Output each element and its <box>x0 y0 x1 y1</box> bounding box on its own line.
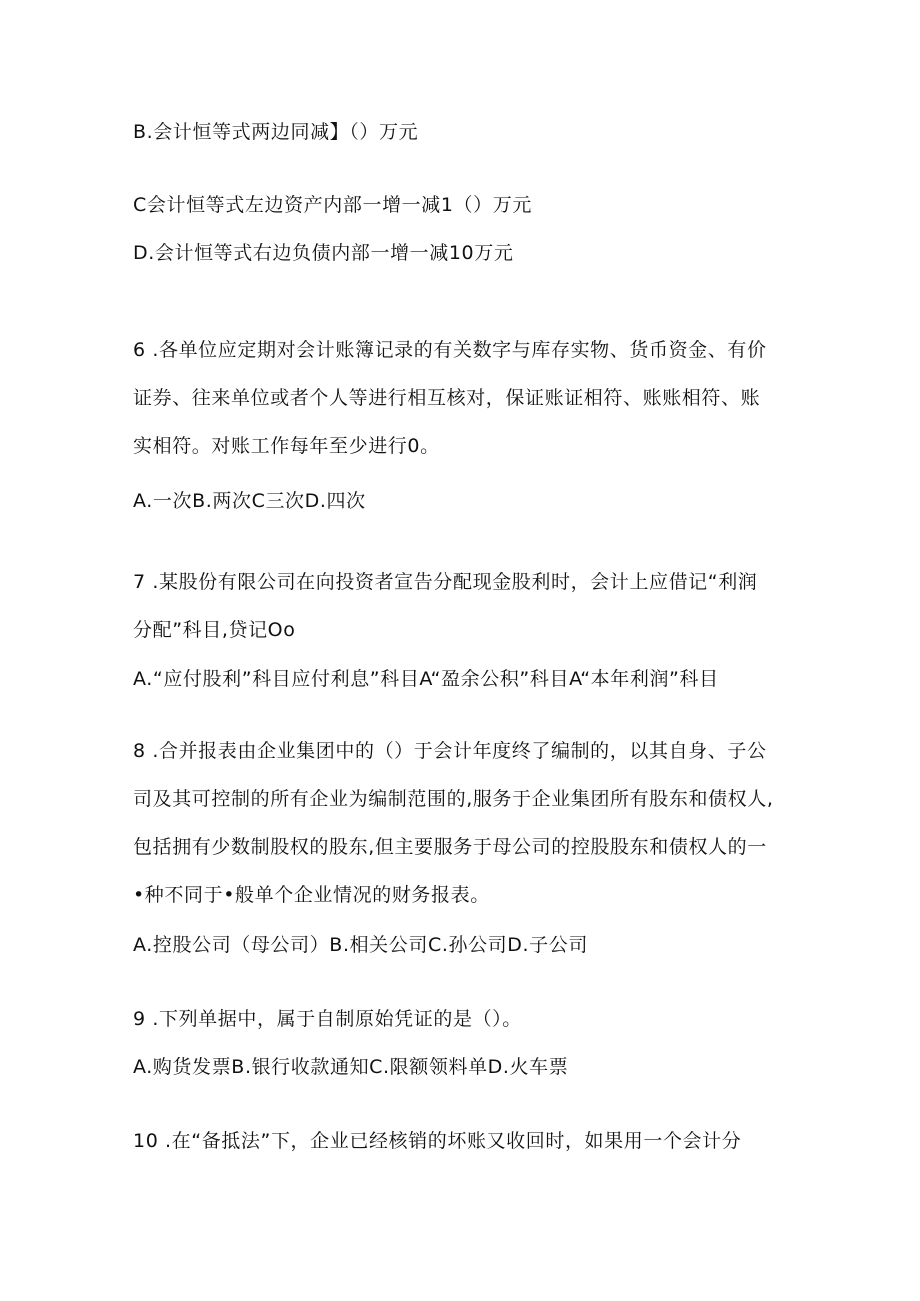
question-9-line-1: 9 .下列单据中，属于自制原始凭证的是（）。 <box>133 1008 522 1030</box>
question-7-options: A.“应付股利”科目应付利息”科目A“盈余公积”科目A“本年利润”科目 <box>133 668 719 690</box>
question-8-line-1: 8 .合并报表由企业集团中的（）于会计年度终了编制的，以其自身、子公 <box>133 740 767 762</box>
question-8-line-3: 包括拥有少数制股权的股东,但主要服务于母公司的控股股东和债权人的一 <box>133 836 767 858</box>
question-8-line-2: 司及其可控制的所有企业为编制范围的,服务于企业集团所有股东和债权人, <box>133 788 774 810</box>
question-8-line-4: •种不同于•般单个企业情况的财务报表。 <box>133 884 490 906</box>
question-10-line-1: 10 .在“备抵法”下，企业已经核销的坏账又收回时，如果用一个会计分 <box>133 1130 742 1152</box>
question-8-options: A.控股公司（母公司）B.相关公司C.孙公司D.子公司 <box>133 934 588 956</box>
question-9-options: A.购货发票B.银行收款通知C.限额领料单D.火车票 <box>133 1056 569 1078</box>
question-6-line-2: 证券、往来单位或者个人等进行相互核对，保证账证相符、账账相符、账 <box>133 387 761 409</box>
option-c-q5: C会计恒等式左边资产内部一增一减1（）万元 <box>133 194 532 216</box>
question-6-options: A.一次B.两次C三次D.四次 <box>133 490 366 512</box>
question-6-line-3: 实相符。对账工作每年至少进行0。 <box>133 435 440 457</box>
option-d-q5: D.会计恒等式右边负债内部一增一减10万元 <box>133 242 514 264</box>
option-b-q5: B.会计恒等式两边同减】（）万元 <box>133 121 419 143</box>
question-7-line-1: 7 .某股份有限公司在向投资者宣告分配现金股利时，会计上应借记“利润 <box>133 571 758 593</box>
question-6-line-1: 6 .各单位应定期对会计账簿记录的有关数字与库存实物、货币资金、有价 <box>133 339 767 361</box>
question-7-line-2: 分配”科目,贷记Oo <box>133 619 296 641</box>
